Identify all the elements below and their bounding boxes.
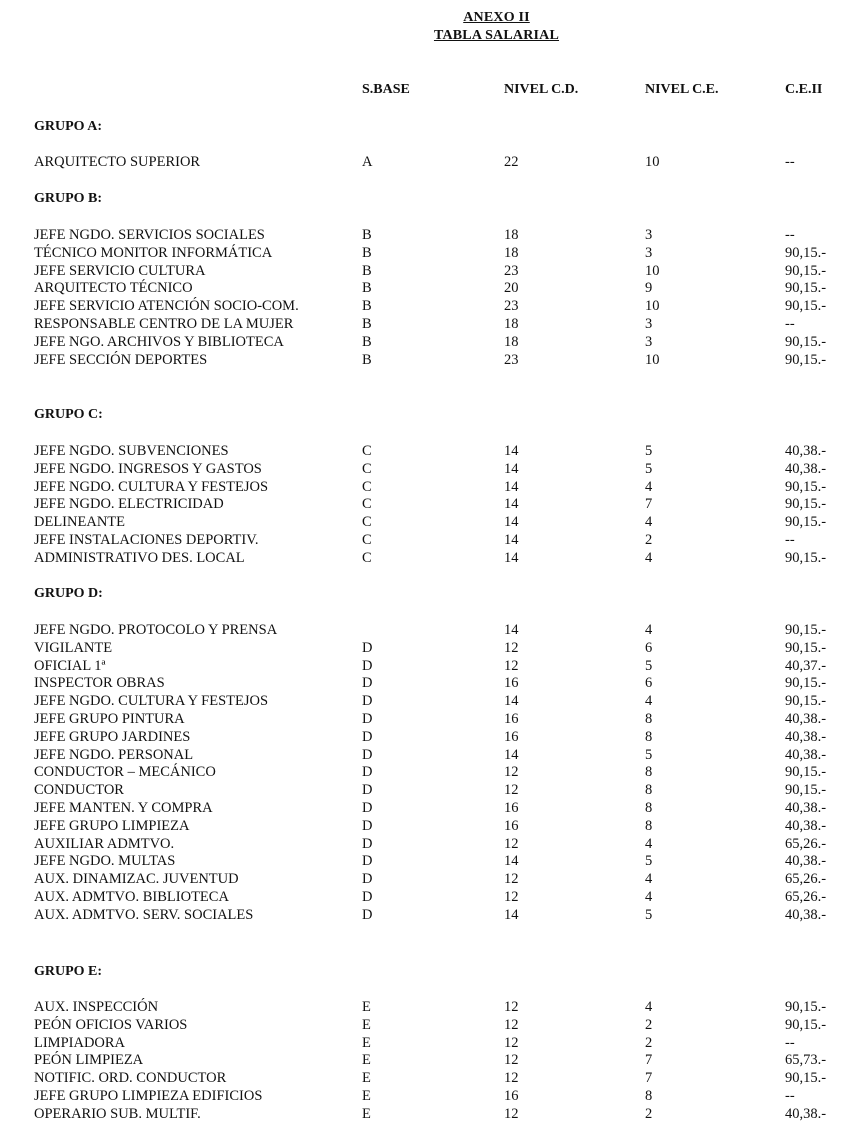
cell-ce: 10 <box>645 262 660 279</box>
cell-cd: 12 <box>504 889 519 905</box>
cell-cd: 20 <box>504 280 519 297</box>
cell-ceii: 90,15.- <box>785 262 827 279</box>
cell-name: JEFE NGDO. MULTAS <box>34 853 176 870</box>
cell-ce: 3 <box>645 333 653 350</box>
cell-ceii: 40,38.- <box>785 711 827 727</box>
cell-cd: 16 <box>504 711 519 727</box>
table-row <box>0 478 855 496</box>
cell-cd: 12 <box>504 782 519 799</box>
title-line-2: TABLA SALARIAL <box>433 28 560 43</box>
group-heading: GRUPO C: <box>34 407 103 422</box>
cell-ceii: -- <box>785 316 795 332</box>
cell-base: D <box>362 782 373 799</box>
cell-name: JEFE INSTALACIONES DEPORTIV. <box>34 532 259 548</box>
cell-ceii: 90,15.- <box>785 298 827 315</box>
cell-ce: 2 <box>645 1105 653 1122</box>
table-row <box>0 888 855 906</box>
cell-cd: 12 <box>504 1016 519 1033</box>
cell-ce: 5 <box>645 460 653 477</box>
table-row <box>0 153 855 171</box>
cell-base: B <box>362 316 372 332</box>
table-row <box>0 442 855 460</box>
document-title <box>0 10 855 26</box>
group-heading: GRUPO D: <box>34 586 103 601</box>
table-row <box>0 226 855 244</box>
cell-ceii: 90,15.- <box>785 514 827 531</box>
cell-ce: 4 <box>645 835 653 852</box>
document-subtitle <box>0 28 855 44</box>
cell-ce: 6 <box>645 639 653 656</box>
cell-cd: 23 <box>504 298 519 315</box>
cell-ce: 2 <box>645 1016 653 1033</box>
table-row <box>0 279 855 297</box>
cell-ceii: 90,15.- <box>785 693 827 710</box>
column-header-ce-ii: C.E.II <box>785 82 823 97</box>
cell-ceii: 90,15.- <box>785 333 827 350</box>
cell-name: VIGILANTE <box>34 639 113 656</box>
table-row <box>0 835 855 853</box>
cell-base: B <box>362 298 372 315</box>
cell-ceii: -- <box>785 1088 795 1104</box>
cell-base: D <box>362 835 373 852</box>
cell-ce: 2 <box>645 532 653 548</box>
cell-ce: 5 <box>645 443 653 459</box>
cell-name: JEFE GRUPO LIMPIEZA EDIFICIOS <box>34 1088 263 1104</box>
cell-ceii: 90,15.- <box>785 549 827 566</box>
cell-base: E <box>362 1088 371 1104</box>
group-heading: GRUPO B: <box>34 191 103 206</box>
cell-name: JEFE GRUPO LIMPIEZA <box>34 817 190 834</box>
cell-base: D <box>362 657 373 674</box>
cell-base: B <box>362 244 372 261</box>
cell-ce: 8 <box>645 764 653 781</box>
cell-ceii: 65,26.- <box>785 835 827 852</box>
cell-name: JEFE SERVICIO CULTURA <box>34 262 206 279</box>
cell-ce: 6 <box>645 675 653 692</box>
cell-ceii: 40,38.- <box>785 817 827 834</box>
cell-ce: 8 <box>645 1088 653 1104</box>
cell-base: E <box>362 1016 371 1033</box>
cell-ce: 5 <box>645 657 653 674</box>
cell-cd: 12 <box>504 1070 519 1087</box>
cell-ce: 3 <box>645 316 653 332</box>
cell-ce: 4 <box>645 693 653 710</box>
cell-ceii: -- <box>785 227 795 243</box>
cell-name: NOTIFIC. ORD. CONDUCTOR <box>34 1070 227 1087</box>
cell-base: C <box>362 478 372 495</box>
cell-base: D <box>362 800 373 816</box>
cell-base: C <box>362 514 372 531</box>
cell-name: JEFE SERVICIO ATENCIÓN SOCIO-COM. <box>34 298 299 315</box>
cell-cd: 18 <box>504 227 519 243</box>
cell-name: JEFE NGDO. CULTURA Y FESTEJOS <box>34 693 269 710</box>
cell-cd: 16 <box>504 817 519 834</box>
cell-name: JEFE NGDO. CULTURA Y FESTEJOS <box>34 478 269 495</box>
cell-base: B <box>362 262 372 279</box>
table-row <box>0 315 855 333</box>
cell-ceii: 65,73.- <box>785 1052 827 1069</box>
cell-name: JEFE NGO. ARCHIVOS Y BIBLIOTECA <box>34 333 284 350</box>
cell-base: E <box>362 1034 371 1051</box>
cell-cd: 14 <box>504 478 519 495</box>
table-row <box>0 513 855 531</box>
cell-name: JEFE NGDO. INGRESOS Y GASTOS <box>34 460 262 477</box>
table-row <box>0 799 855 817</box>
table-row <box>0 710 855 728</box>
table-row <box>0 351 855 369</box>
cell-name: JEFE NGDO. PERSONAL <box>34 746 194 763</box>
cell-base: E <box>362 1052 371 1069</box>
cell-ce: 4 <box>645 549 653 566</box>
cell-cd: 14 <box>504 853 519 870</box>
cell-ceii: 40,38.- <box>785 853 827 870</box>
cell-base: D <box>362 728 373 745</box>
cell-cd: 14 <box>504 443 519 459</box>
cell-name: AUX. ADMTVO. SERV. SOCIALES <box>34 906 254 923</box>
cell-ceii: -- <box>785 532 795 548</box>
cell-base: D <box>362 746 373 763</box>
cell-ce: 10 <box>645 351 660 368</box>
cell-cd: 12 <box>504 871 519 888</box>
column-header-nivel-cd: NIVEL C.D. <box>504 82 579 97</box>
cell-ce: 8 <box>645 817 653 834</box>
cell-base: D <box>362 711 373 727</box>
cell-cd: 16 <box>504 800 519 816</box>
cell-ce: 10 <box>645 298 660 315</box>
cell-cd: 23 <box>504 351 519 368</box>
cell-ceii: 65,26.- <box>785 889 827 905</box>
cell-base: C <box>362 496 372 513</box>
cell-base: C <box>362 532 372 548</box>
table-row <box>0 549 855 567</box>
cell-ce: 10 <box>645 154 660 170</box>
cell-cd: 14 <box>504 514 519 531</box>
table-row <box>0 728 855 746</box>
table-row <box>0 1069 855 1087</box>
cell-ceii: 90,15.- <box>785 675 827 692</box>
table-row <box>0 297 855 315</box>
cell-base: B <box>362 351 372 368</box>
column-header-nivel-ce: NIVEL C.E. <box>645 82 719 97</box>
cell-name: PEÓN LIMPIEZA <box>34 1052 144 1069</box>
cell-ceii: -- <box>785 154 795 170</box>
cell-base: B <box>362 280 372 297</box>
cell-ce: 4 <box>645 514 653 531</box>
cell-cd: 16 <box>504 728 519 745</box>
cell-ce: 7 <box>645 1070 653 1087</box>
cell-name: JEFE NGDO. SUBVENCIONES <box>34 443 229 459</box>
cell-cd: 14 <box>504 532 519 548</box>
cell-ceii: 40,38.- <box>785 800 827 816</box>
cell-cd: 14 <box>504 549 519 566</box>
cell-ce: 5 <box>645 746 653 763</box>
cell-ce: 8 <box>645 728 653 745</box>
table-row <box>0 674 855 692</box>
table-row <box>0 1016 855 1034</box>
cell-ce: 9 <box>645 280 653 297</box>
cell-ce: 5 <box>645 906 653 923</box>
cell-cd: 14 <box>504 460 519 477</box>
table-row <box>0 531 855 549</box>
table-row <box>0 495 855 513</box>
cell-base: D <box>362 817 373 834</box>
cell-name: JEFE NGDO. PROTOCOLO Y PRENSA <box>34 622 278 638</box>
table-row <box>0 333 855 351</box>
table-row <box>0 763 855 781</box>
cell-ce: 7 <box>645 496 653 513</box>
cell-ceii: 40,38.- <box>785 1105 827 1122</box>
cell-base: D <box>362 639 373 656</box>
cell-ceii: 40,38.- <box>785 728 827 745</box>
table-row <box>0 817 855 835</box>
table-row <box>0 1034 855 1052</box>
cell-cd: 16 <box>504 1088 519 1104</box>
cell-ceii: 40,37.- <box>785 657 827 674</box>
cell-name: PEÓN OFICIOS VARIOS <box>34 1016 188 1033</box>
cell-cd: 12 <box>504 1052 519 1069</box>
cell-name: AUX. ADMTVO. BIBLIOTECA <box>34 889 229 905</box>
table-row <box>0 460 855 478</box>
cell-base: E <box>362 1105 371 1122</box>
cell-cd: 12 <box>504 639 519 656</box>
cell-name: AUXILIAR ADMTVO. <box>34 835 175 852</box>
cell-base: D <box>362 675 373 692</box>
cell-ceii: 65,26.- <box>785 871 827 888</box>
cell-cd: 12 <box>504 1105 519 1122</box>
cell-name: LIMPIADORA <box>34 1034 126 1051</box>
cell-name: OFICIAL 1ª <box>34 657 106 674</box>
table-row <box>0 781 855 799</box>
cell-ce: 5 <box>645 853 653 870</box>
table-row <box>0 852 855 870</box>
cell-name: AUX. INSPECCIÓN <box>34 999 159 1015</box>
cell-cd: 12 <box>504 764 519 781</box>
cell-ce: 4 <box>645 871 653 888</box>
cell-name: ADMINISTRATIVO DES. LOCAL <box>34 549 245 566</box>
cell-name: AUX. DINAMIZAC. JUVENTUD <box>34 871 239 888</box>
table-row <box>0 1087 855 1105</box>
cell-base: D <box>362 853 373 870</box>
cell-ceii: 90,15.- <box>785 244 827 261</box>
cell-ceii: 90,15.- <box>785 1016 827 1033</box>
cell-cd: 14 <box>504 622 519 638</box>
table-row <box>0 639 855 657</box>
cell-name: CONDUCTOR <box>34 782 124 799</box>
cell-ceii: 90,15.- <box>785 351 827 368</box>
title-line-1: ANEXO II <box>463 10 530 25</box>
cell-ceii: 40,38.- <box>785 443 827 459</box>
cell-name: JEFE GRUPO PINTURA <box>34 711 185 727</box>
cell-name: JEFE SECCIÓN DEPORTES <box>34 351 208 368</box>
table-row <box>0 746 855 764</box>
cell-ce: 4 <box>645 622 653 638</box>
cell-base: B <box>362 227 372 243</box>
cell-ce: 3 <box>645 244 653 261</box>
table-row <box>0 1105 855 1123</box>
table-row <box>0 998 855 1016</box>
cell-ce: 4 <box>645 889 653 905</box>
group-heading: GRUPO A: <box>34 119 103 134</box>
cell-cd: 16 <box>504 675 519 692</box>
cell-ceii: 90,15.- <box>785 478 827 495</box>
table-row <box>0 1051 855 1069</box>
cell-cd: 14 <box>504 693 519 710</box>
cell-base: D <box>362 871 373 888</box>
cell-base: D <box>362 906 373 923</box>
cell-ce: 8 <box>645 711 653 727</box>
cell-cd: 18 <box>504 316 519 332</box>
cell-ceii: 90,15.- <box>785 622 827 638</box>
cell-ceii: 90,15.- <box>785 496 827 513</box>
cell-cd: 22 <box>504 154 519 170</box>
column-header-s-base: S.BASE <box>362 82 410 97</box>
cell-base: E <box>362 1070 371 1087</box>
cell-base: D <box>362 693 373 710</box>
table-row <box>0 692 855 710</box>
cell-base: E <box>362 999 371 1015</box>
cell-cd: 18 <box>504 333 519 350</box>
cell-name: CONDUCTOR – MECÁNICO <box>34 764 216 781</box>
cell-cd: 14 <box>504 906 519 923</box>
cell-ce: 4 <box>645 478 653 495</box>
cell-ce: 7 <box>645 1052 653 1069</box>
table-row <box>0 657 855 675</box>
cell-cd: 14 <box>504 496 519 513</box>
cell-base: D <box>362 764 373 781</box>
group-heading: GRUPO E: <box>34 964 103 979</box>
cell-name: JEFE NGDO. ELECTRICIDAD <box>34 496 224 513</box>
cell-name: JEFE MANTEN. Y COMPRA <box>34 800 213 816</box>
cell-name: ARQUITECTO TÉCNICO <box>34 280 193 297</box>
cell-base: B <box>362 333 372 350</box>
cell-base: C <box>362 443 372 459</box>
table-row <box>0 262 855 280</box>
table-row <box>0 870 855 888</box>
cell-name: TÉCNICO MONITOR INFORMÁTICA <box>34 244 273 261</box>
cell-name: DELINEANTE <box>34 514 126 531</box>
cell-ceii: 90,15.- <box>785 1070 827 1087</box>
cell-cd: 14 <box>504 746 519 763</box>
cell-ceii: 40,38.- <box>785 746 827 763</box>
cell-cd: 12 <box>504 657 519 674</box>
cell-cd: 12 <box>504 999 519 1015</box>
cell-cd: 12 <box>504 1034 519 1051</box>
cell-ceii: 90,15.- <box>785 764 827 781</box>
cell-ce: 8 <box>645 782 653 799</box>
cell-name: INSPECTOR OBRAS <box>34 675 165 692</box>
cell-base: C <box>362 460 372 477</box>
cell-base: C <box>362 549 372 566</box>
cell-cd: 12 <box>504 835 519 852</box>
cell-cd: 18 <box>504 244 519 261</box>
cell-ce: 3 <box>645 227 653 243</box>
cell-ceii: 40,38.- <box>785 460 827 477</box>
cell-name: JEFE NGDO. SERVICIOS SOCIALES <box>34 227 265 243</box>
table-row <box>0 244 855 262</box>
table-row <box>0 906 855 924</box>
cell-name: OPERARIO SUB. MULTIF. <box>34 1105 201 1122</box>
cell-base: A <box>362 154 373 170</box>
table-row <box>0 621 855 639</box>
cell-cd: 23 <box>504 262 519 279</box>
cell-ce: 2 <box>645 1034 653 1051</box>
cell-ceii: 90,15.- <box>785 280 827 297</box>
cell-base: D <box>362 889 373 905</box>
cell-name: ARQUITECTO SUPERIOR <box>34 154 201 170</box>
cell-ceii: 90,15.- <box>785 782 827 799</box>
cell-ce: 4 <box>645 999 653 1015</box>
cell-ceii: 90,15.- <box>785 999 827 1015</box>
cell-ceii: 40,38.- <box>785 906 827 923</box>
cell-name: RESPONSABLE CENTRO DE LA MUJER <box>34 316 294 332</box>
cell-ce: 8 <box>645 800 653 816</box>
cell-ceii: -- <box>785 1034 795 1051</box>
cell-ceii: 90,15.- <box>785 639 827 656</box>
cell-name: JEFE GRUPO JARDINES <box>34 728 191 745</box>
